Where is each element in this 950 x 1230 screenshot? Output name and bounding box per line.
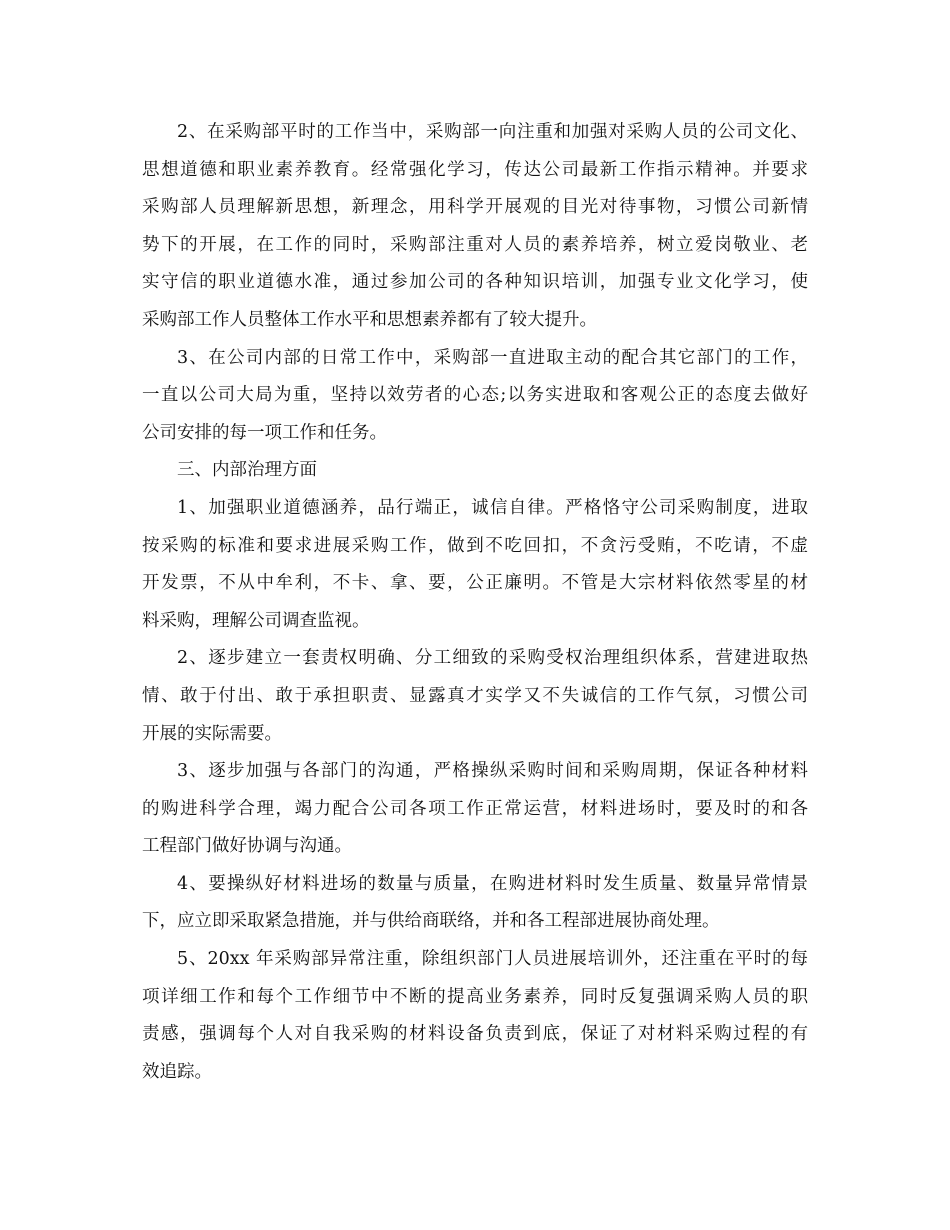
paragraph-line: 工程部门做好协调与沟通。 (142, 836, 352, 857)
paragraph-line: 情、敢于付出、敢于承担职责、显露真才实学又不失诚信的工作气氛，习惯公司 (142, 685, 808, 706)
paragraph-line: 一直以公司大局为重，坚持以效劳者的心态;以务实进取和客观公正的态度去做好 (142, 385, 808, 406)
paragraph-first-line: 2、逐步建立一套责权明确、分工细致的采购受权治理组织体系，营建进取热 (177, 648, 808, 669)
paragraph-line: 公司安排的每一项工作和任务。 (142, 422, 387, 443)
paragraph-line: 的购进科学合理，竭力配合公司各项工作正常运营，材料进场时，要及时的和各 (142, 798, 808, 819)
paragraph-first-line: 3、在公司内部的日常工作中，采购部一直进取主动的配合其它部门的工作， (177, 347, 808, 368)
paragraph-line: 料采购，理解公司调查监视。 (142, 610, 370, 631)
document-body (142, 114, 808, 1091)
paragraph-line: 思想道德和职业素养教育。经常强化学习，传达公司最新工作指示精神。并要求 (142, 159, 808, 180)
paragraph-first-line: 3、逐步加强与各部门的沟通，严格操纵采购时间和采购周期，保证各种材料 (177, 761, 808, 782)
paragraph-line: 采购部人员理解新思想，新理念，用科学开展观的目光对待事物，习惯公司新情 (142, 197, 808, 218)
paragraph-line: 采购部工作人员整体工作水平和思想素养都有了较大提升。 (142, 309, 597, 330)
paragraph-first-line: 1、加强职业道德涵养，品行端正，诚信自律。严格恪守公司采购制度，进取 (177, 497, 808, 518)
paragraph-first-line: 三、内部治理方面 (177, 460, 317, 481)
paragraph-line: 实守信的职业道德水准，通过参加公司的各种知识培训，加强专业文化学习，使 (142, 272, 808, 293)
paragraph-line: 开发票，不从中牟利，不卡、拿、要，公正廉明。不管是大宗材料依然零星的材 (142, 573, 808, 594)
paragraph-line: 责感，强调每个人对自我采购的材料设备负责到底，保证了对材料采购过程的有 (142, 1024, 808, 1045)
paragraph-line: 按采购的标准和要求进展采购工作，做到不吃回扣，不贪污受贿，不吃请，不虚 (142, 535, 808, 556)
paragraph-first-line: 5、20xx 年采购部异常注重，除组织部门人员进展培训外，还注重在平时的每 (177, 949, 808, 970)
paragraph-first-line: 2、在采购部平时的工作当中，采购部一向注重和加强对采购人员的公司文化、 (177, 122, 808, 142)
paragraph-line: 项详细工作和每个工作细节中不断的提高业务素养，同时反复强调采购人员的职 (142, 986, 808, 1007)
paragraph-line: 势下的开展，在工作的同时，采购部注重对人员的素养培养，树立爱岗敬业、老 (142, 234, 808, 255)
paragraph-line: 效追踪。 (142, 1061, 212, 1082)
paragraph-line: 下，应立即采取紧急措施，并与供给商联络，并和各工程部进展协商处理。 (142, 911, 720, 932)
paragraph-line: 开展的实际需要。 (142, 723, 282, 744)
paragraph-first-line: 4、要操纵好材料进场的数量与质量，在购进材料时发生质量、数量异常情景 (177, 873, 808, 894)
